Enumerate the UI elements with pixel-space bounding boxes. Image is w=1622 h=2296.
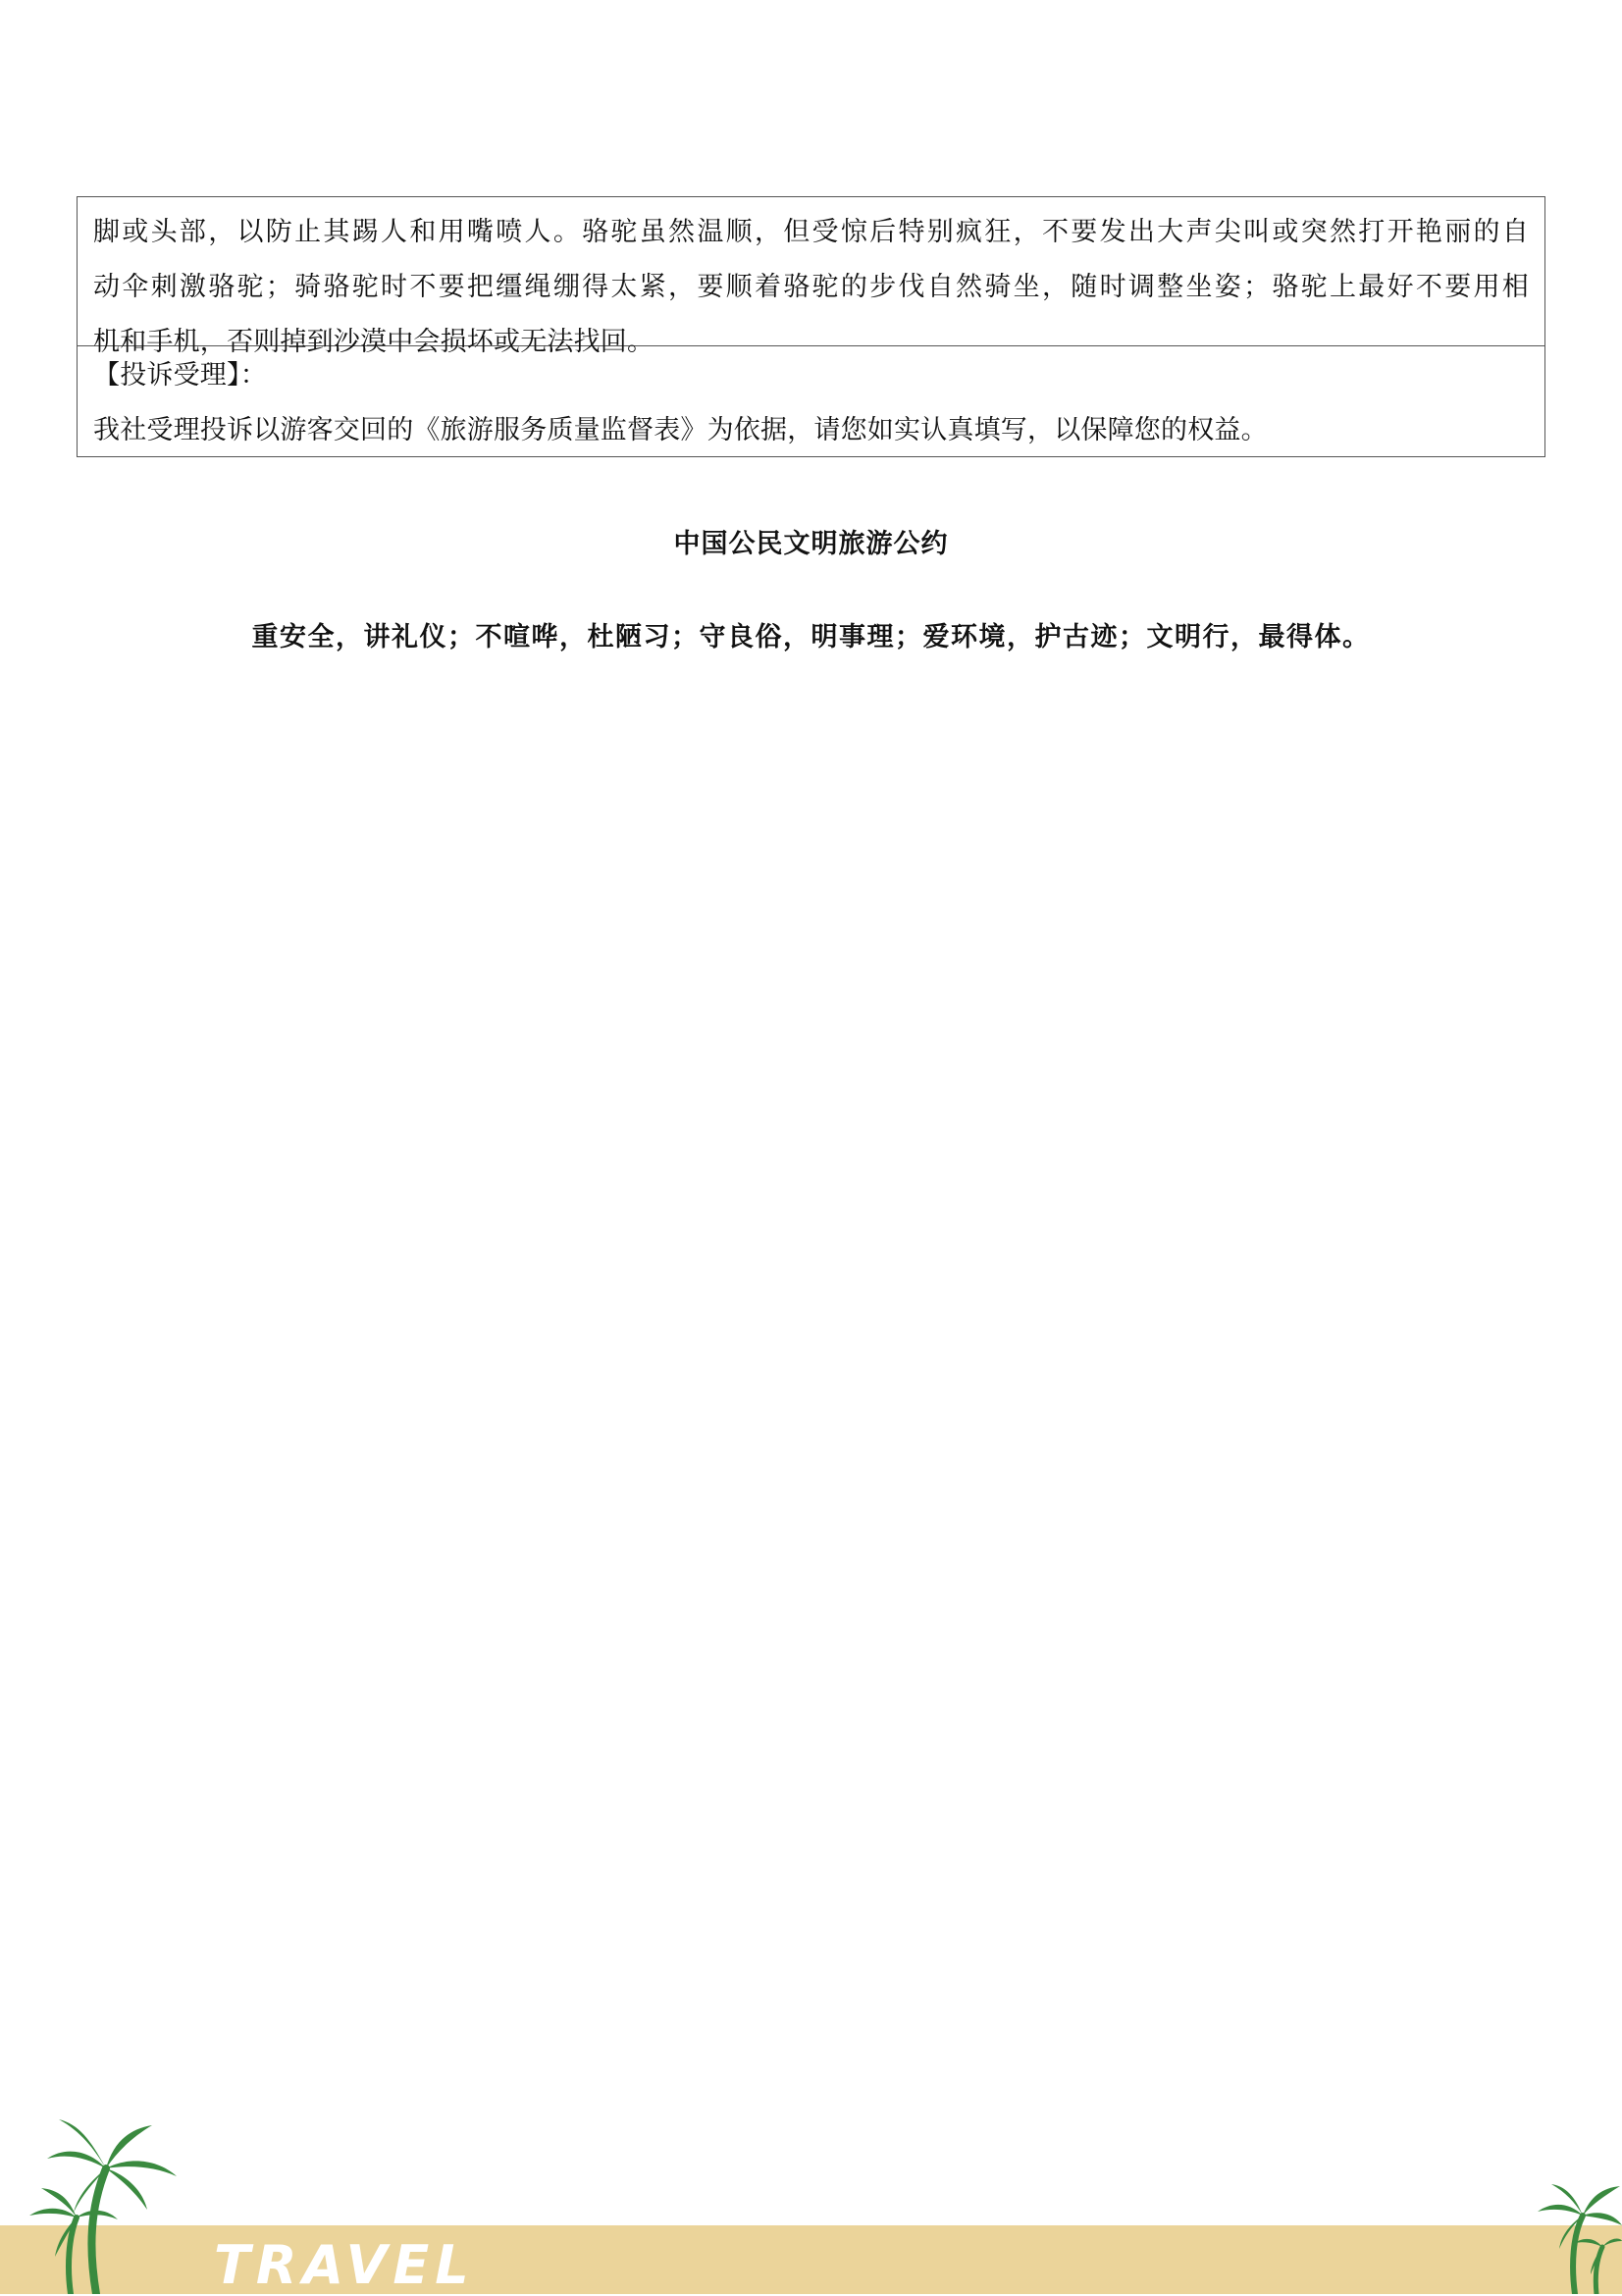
camel-notice-line-3: 机和手机，否则掉到沙漠中会损坏或无法找回。 xyxy=(93,327,654,357)
camel-riding-notice-cell xyxy=(78,197,1544,357)
palm-tree-icon xyxy=(20,2110,186,2294)
complaint-text: 我社受理投诉以游客交回的《旅游服务质量监督表》为依据，请您如实认真填写，以保障您的权益。 xyxy=(93,415,1268,445)
convention-title: 中国公民文明旅游公约 xyxy=(673,529,949,559)
notice-table xyxy=(77,196,1545,457)
complaint-heading: 【投诉受理】： xyxy=(93,360,267,391)
camel-notice-line-2: 动伞刺激骆驼；骑骆驼时不要把缰绳绷得太紧，要顺着骆驼的步伐自然骑坐，随时调整坐姿；骆驼上最好不要用相 xyxy=(93,272,1529,302)
camel-notice-line-1: 脚或头部，以防止其踢人和用嘴喷人。骆驼虽然温顺，但受惊后特别疯狂，不要发出大声尖叫或突然打开艳丽的自 xyxy=(93,217,1529,247)
palm-tree-icon xyxy=(1526,2176,1622,2294)
convention-text: 重安全，讲礼仪；不喧哗，杜陋习；守良俗，明事理；爱环境，护古迹；文明行，最得体。 xyxy=(251,622,1371,652)
travel-logo: TRAVEL xyxy=(214,2234,475,2296)
